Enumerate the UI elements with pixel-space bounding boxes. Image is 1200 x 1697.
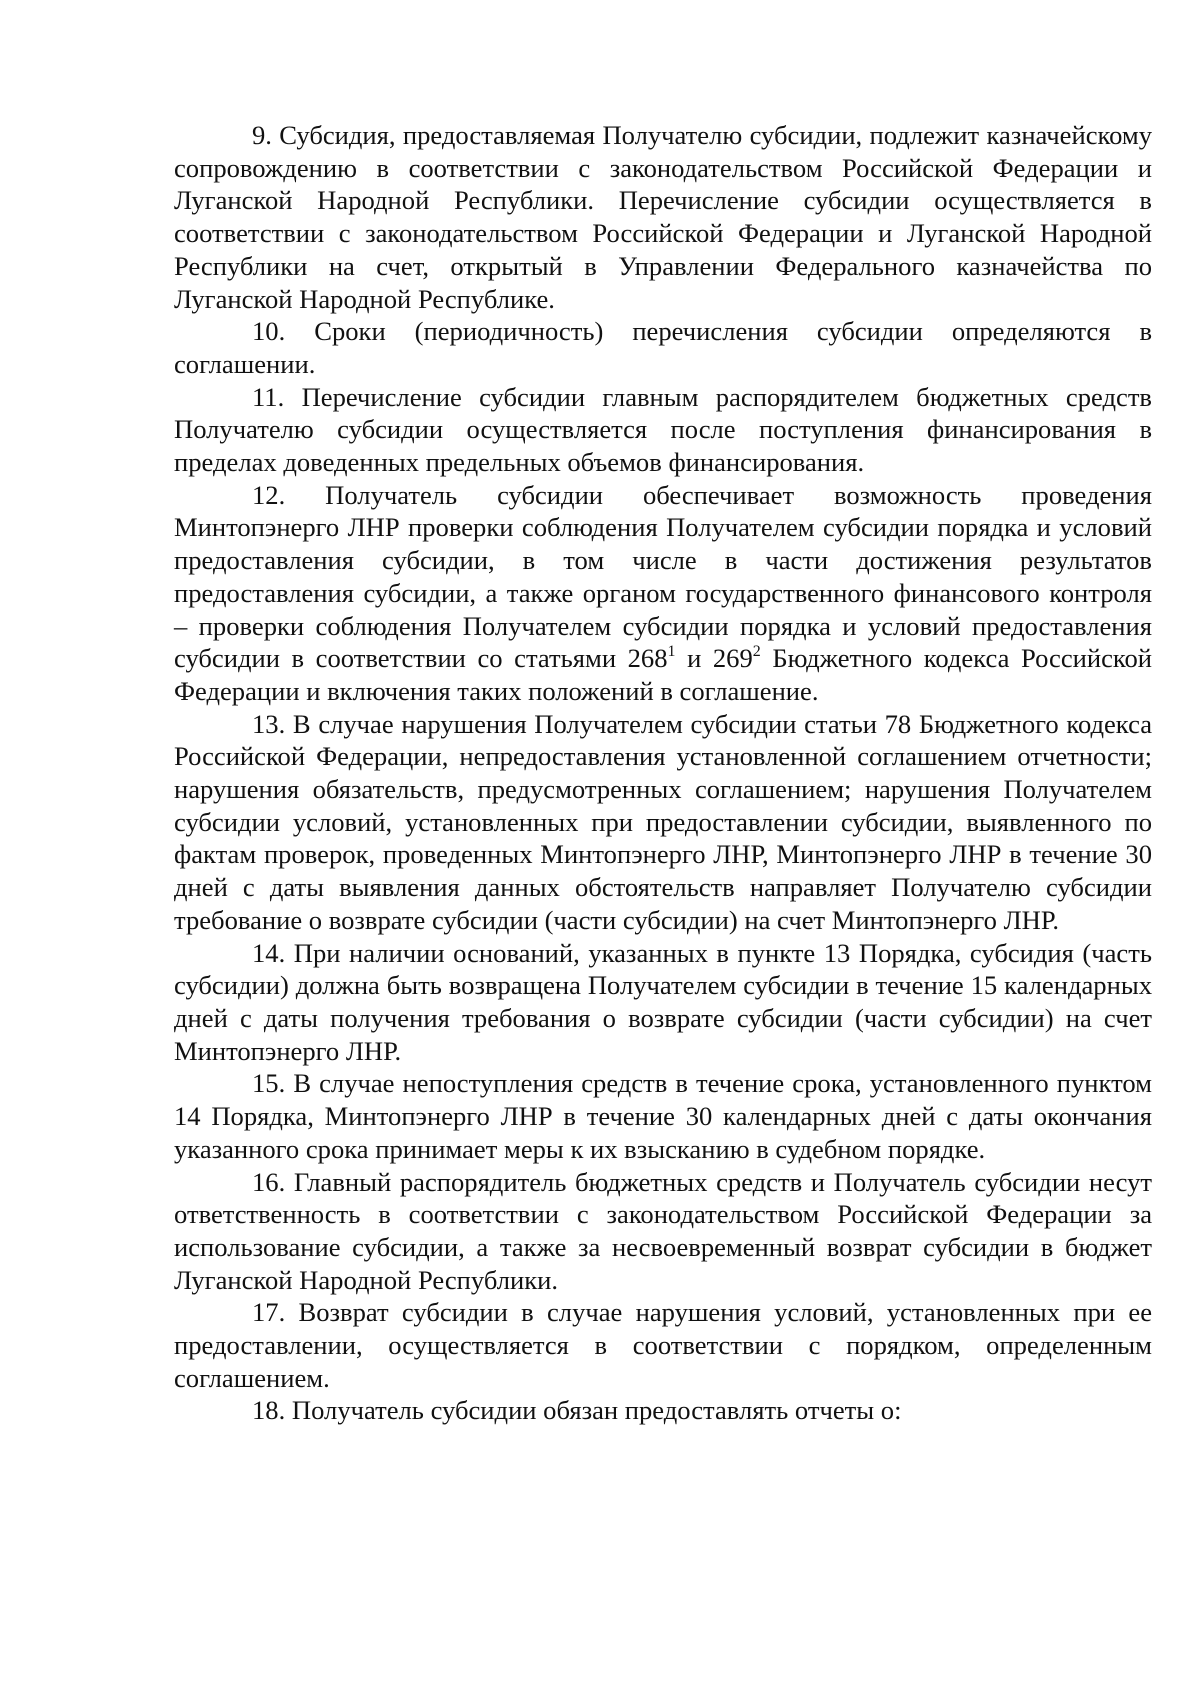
paragraph-12 xyxy=(174,479,1152,708)
paragraph-16: 16. Главный распорядитель бюджетных средств и Получатель субсидии несут ответственность в соответствии с законодательством Российской Федерации за использование субсидии, а также за несвоевременный возврат субсидии в бюджет Луганской Народной Республики. xyxy=(174,1166,1152,1295)
document-page xyxy=(174,119,1152,1427)
paragraph-12-text-c: Бюджетного кодекса Российской Федерации и включения таких положений в соглашение. xyxy=(174,643,1152,706)
paragraph-17: 17. Возврат субсидии в случае нарушения условий, установленных при ее предоставлении, осуществляется в соответствии с порядком, определенным соглашением. xyxy=(174,1297,1152,1393)
paragraph-12-text-a: 12. Получатель субсидии обеспечивает возможность проведения Минтопэнерго ЛНР проверки соблюдения Получателем субсидии порядка и условий предоставления субсидии, в том числе в части достижения результатов предоставления субсидии, а также органом государственного финансового контроля – проверки соблюдения Получателем субсидии порядка и условий предоставления субсидии в соответствии со статьями 268 xyxy=(174,479,1152,674)
paragraph-9: 9. Субсидия, предоставляемая Получателю субсидии, подлежит казначейскому сопровождению в соответствии с законодательством Российской Федерации и Луганской Народной Республики. Перечисление субсидии осуществляется в соответствии с законодательством Российской Федерации и Луганской Народной Республики на счет, открытый в Управлении Федерального казначейства по Луганской Народной Республике. xyxy=(174,120,1152,314)
paragraph-14: 14. При наличии оснований, указанных в пункте 13 Порядка, субсидия (часть субсидии) должна быть возвращена Получателем субсидии в течение 15 календарных дней с даты получения требования о возврате субсидии (части субсидии) на счет Минтопэнерго ЛНР. xyxy=(174,937,1152,1066)
paragraph-18: 18. Получатель субсидии обязан предоставлять отчеты о: xyxy=(252,1395,902,1426)
paragraph-11: 11. Перечисление субсидии главным распорядителем бюджетных средств Получателю субсидии осуществляется после поступления финансирования в пределах доведенных предельных объемов финансирования. xyxy=(174,381,1152,478)
paragraph-15: 15. В случае непоступления средств в течение срока, установленного пунктом 14 Порядка, Минтопэнерго ЛНР в течение 30 календарных дней с даты окончания указанного срока принимает меры к их взысканию в судебном порядке. xyxy=(174,1068,1152,1164)
paragraph-10: 10. Сроки (периодичность) перечисления субсидии определяются в соглашении. xyxy=(174,316,1152,379)
paragraph-13: 13. В случае нарушения Получателем субсидии статьи 78 Бюджетного кодекса Российской Федерации, непредоставления установленной соглашением отчетности; нарушения обязательств, предусмотренных соглашением; нарушения Получателем субсидии условий, установленных при предоставлении субсидии, выявленного по фактам проверок, проведенных Минтопэнерго ЛНР, Минтопэнерго ЛНР в течение 30 дней с даты выявления данных обстоятельств направляет Получателю субсидии требование о возврате субсидии (части субсидии) на счет Минтопэнерго ЛНР. xyxy=(174,708,1152,935)
superscript-article-268: 1 xyxy=(667,643,676,661)
paragraph-12-text-b: и 269 xyxy=(675,643,753,674)
superscript-article-269: 2 xyxy=(752,643,761,661)
